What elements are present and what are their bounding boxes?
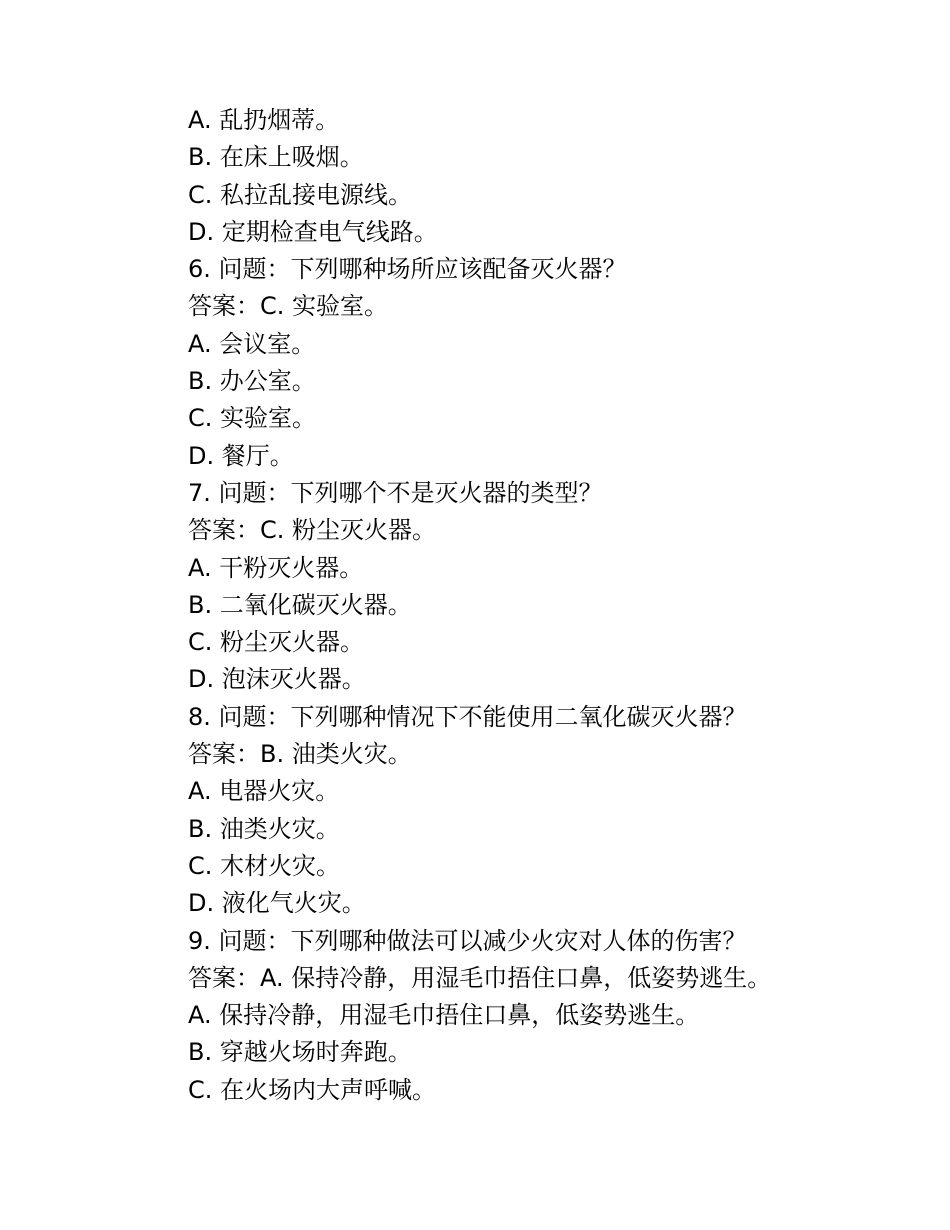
option-line: D. 泡沫灭火器。 [188, 665, 366, 694]
question-line: 9. 问题：下列哪种做法可以减少火灾对人体的伤害？ [188, 926, 747, 955]
option-line: B. 穿越火场时奔跑。 [188, 1038, 412, 1067]
option-line: B. 办公室。 [188, 367, 316, 396]
option-line: A. 保持冷静，用湿毛巾捂住口鼻，低姿势逃生。 [188, 1001, 700, 1030]
answer-line: 答案：C. 粉尘灭火器。 [188, 516, 437, 545]
option-line: C. 私拉乱接电源线。 [188, 180, 413, 209]
answer-line: 答案：B. 油类火灾。 [188, 740, 412, 769]
option-line: B. 油类火灾。 [188, 814, 340, 843]
document-body [188, 102, 908, 1109]
question-line: 8. 问题：下列哪种情况下不能使用二氧化碳灭火器？ [188, 702, 747, 731]
option-line: C. 在火场内大声呼喊。 [188, 1075, 437, 1104]
answer-line: 答案：A. 保持冷静，用湿毛巾捂住口鼻，低姿势逃生。 [188, 963, 772, 992]
option-line: A. 会议室。 [188, 329, 316, 358]
option-line: A. 乱扔烟蒂。 [188, 106, 340, 134]
option-line: D. 定期检查电气线路。 [188, 217, 438, 246]
option-line: B. 在床上吸烟。 [188, 143, 364, 172]
answer-line: 答案：C. 实验室。 [188, 292, 389, 321]
option-line: A. 电器火灾。 [188, 777, 340, 806]
option-line: C. 木材火灾。 [188, 851, 341, 880]
option-line: D. 液化气火灾。 [188, 889, 366, 918]
option-line: C. 粉尘灭火器。 [188, 628, 365, 657]
option-line: A. 干粉灭火器。 [188, 553, 364, 582]
option-line: C. 实验室。 [188, 404, 317, 433]
question-line: 6. 问题：下列哪种场所应该配备灭火器？ [188, 255, 627, 284]
question-line: 7. 问题：下列哪个不是灭火器的类型？ [188, 478, 603, 507]
option-line: D. 餐厅。 [188, 441, 294, 470]
option-line: B. 二氧化碳灭火器。 [188, 590, 412, 619]
